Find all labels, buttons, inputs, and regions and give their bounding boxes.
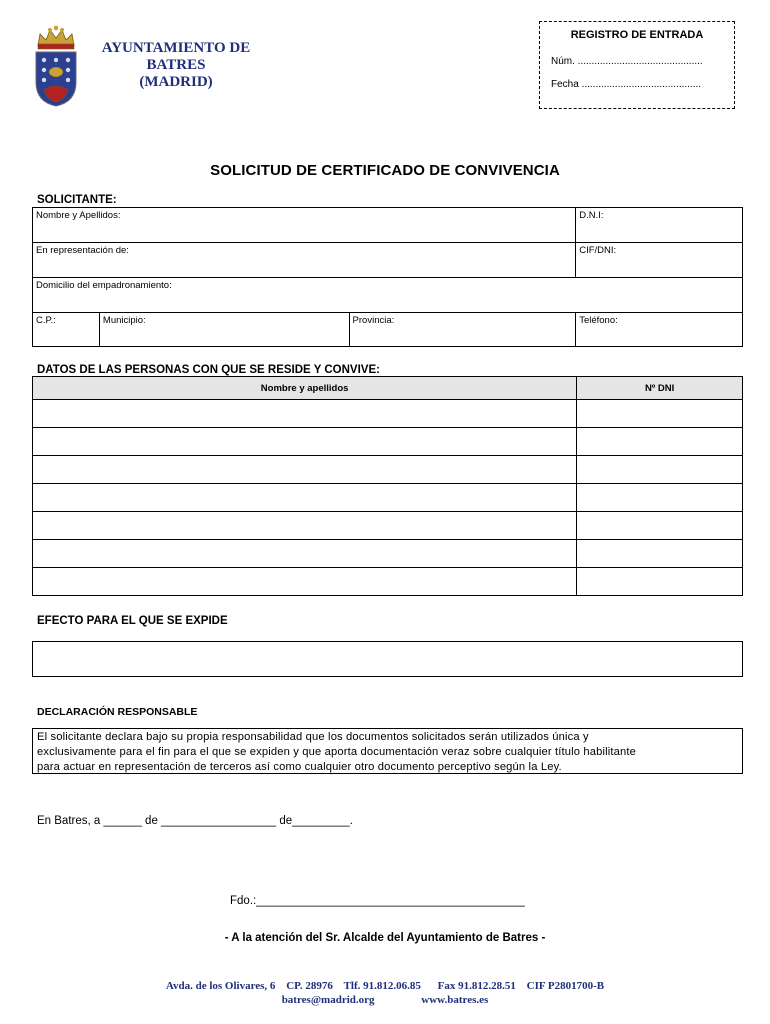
declaracion-heading: DECLARACIÓN RESPONSABLE xyxy=(37,706,198,718)
table-row xyxy=(33,484,743,512)
municipio-field[interactable]: Municipio: xyxy=(99,313,349,347)
persona-dni-cell[interactable] xyxy=(577,540,743,568)
personas-table xyxy=(32,376,743,596)
cp-field[interactable]: C.P.: xyxy=(33,313,100,347)
page-title: SOLICITUD DE CERTIFICADO DE CONVIVENCIA xyxy=(210,162,560,179)
telefono-field[interactable]: Teléfono: xyxy=(576,313,743,347)
footer-contact xyxy=(0,993,770,1007)
table-row xyxy=(33,428,743,456)
footer-address: Avda. de los Olivares, 6 CP. 28976 Tlf. 91.812.06.85 Fax 91.812.28.51 CIF P2801700-B xyxy=(165,980,605,992)
col-dni-header: Nº DNI xyxy=(577,377,743,400)
persona-nombre-cell[interactable] xyxy=(33,400,577,428)
solicitante-heading: SOLICITANTE: xyxy=(37,194,117,206)
cif-field[interactable]: CIF/DNI: xyxy=(576,243,743,278)
fecha-line: En Batres, a ______ de __________________ de_________. xyxy=(37,815,353,827)
efecto-field[interactable] xyxy=(32,641,743,677)
table-row xyxy=(33,456,743,484)
atencion-line: - A la atención del Sr. Alcalde del Ayuntamiento de Batres - xyxy=(224,932,546,944)
representacion-field[interactable]: En representación de: xyxy=(33,243,576,278)
persona-nombre-cell[interactable] xyxy=(33,568,577,596)
persona-dni-cell[interactable] xyxy=(577,484,743,512)
declaracion-text: El solicitante declara bajo su propia responsabilidad que los documentos solicitados serán utilizados única y exclusivamente para el fin para el que se expiden y que aporta documentación veraz sobre cualquier título habilitante para actuar en representación de terceros así como cualquier otro documento perceptivo según la Ley. xyxy=(32,728,743,774)
table-row xyxy=(33,568,743,596)
municipality-name: AYUNTAMIENTO DE BATRES (MADRID) xyxy=(101,40,251,90)
table-row xyxy=(33,512,743,540)
persona-nombre-cell[interactable] xyxy=(33,540,577,568)
email-link[interactable]: batres@madrid.org xyxy=(281,994,375,1006)
persona-dni-cell[interactable] xyxy=(577,568,743,596)
registro-title: REGISTRO DE ENTRADA xyxy=(570,29,704,41)
persona-dni-cell[interactable] xyxy=(577,512,743,540)
col-nombre-header: Nombre y apellidos xyxy=(33,377,577,400)
persona-dni-cell[interactable] xyxy=(577,428,743,456)
provincia-field[interactable]: Provincia: xyxy=(349,313,576,347)
registro-num: Núm. ............................................. xyxy=(551,56,703,67)
registro-fecha: Fecha ........................................... xyxy=(551,79,702,90)
personas-heading: DATOS DE LAS PERSONAS CON QUE SE RESIDE Y CONVIVE: xyxy=(37,364,380,376)
persona-nombre-cell[interactable] xyxy=(33,428,577,456)
web-link[interactable]: www.batres.es xyxy=(421,994,489,1006)
solicitante-table xyxy=(32,207,743,347)
registro-entrada-box xyxy=(539,21,735,109)
persona-dni-cell[interactable] xyxy=(577,456,743,484)
persona-nombre-cell[interactable] xyxy=(33,456,577,484)
efecto-heading: EFECTO PARA EL QUE SE EXPIDE xyxy=(37,615,228,627)
dni-field[interactable]: D.N.I: xyxy=(576,208,743,243)
persona-dni-cell[interactable] xyxy=(577,400,743,428)
table-row xyxy=(33,540,743,568)
firma-line: Fdo.:__________________________________________ xyxy=(230,895,525,907)
persona-nombre-cell[interactable] xyxy=(33,484,577,512)
table-row xyxy=(33,400,743,428)
persona-nombre-cell[interactable] xyxy=(33,512,577,540)
domicilio-field[interactable]: Domicilio del empadronamiento: xyxy=(33,278,743,313)
nombre-field[interactable]: Nombre y Apellidos: xyxy=(33,208,576,243)
coat-of-arms-icon xyxy=(30,24,82,108)
